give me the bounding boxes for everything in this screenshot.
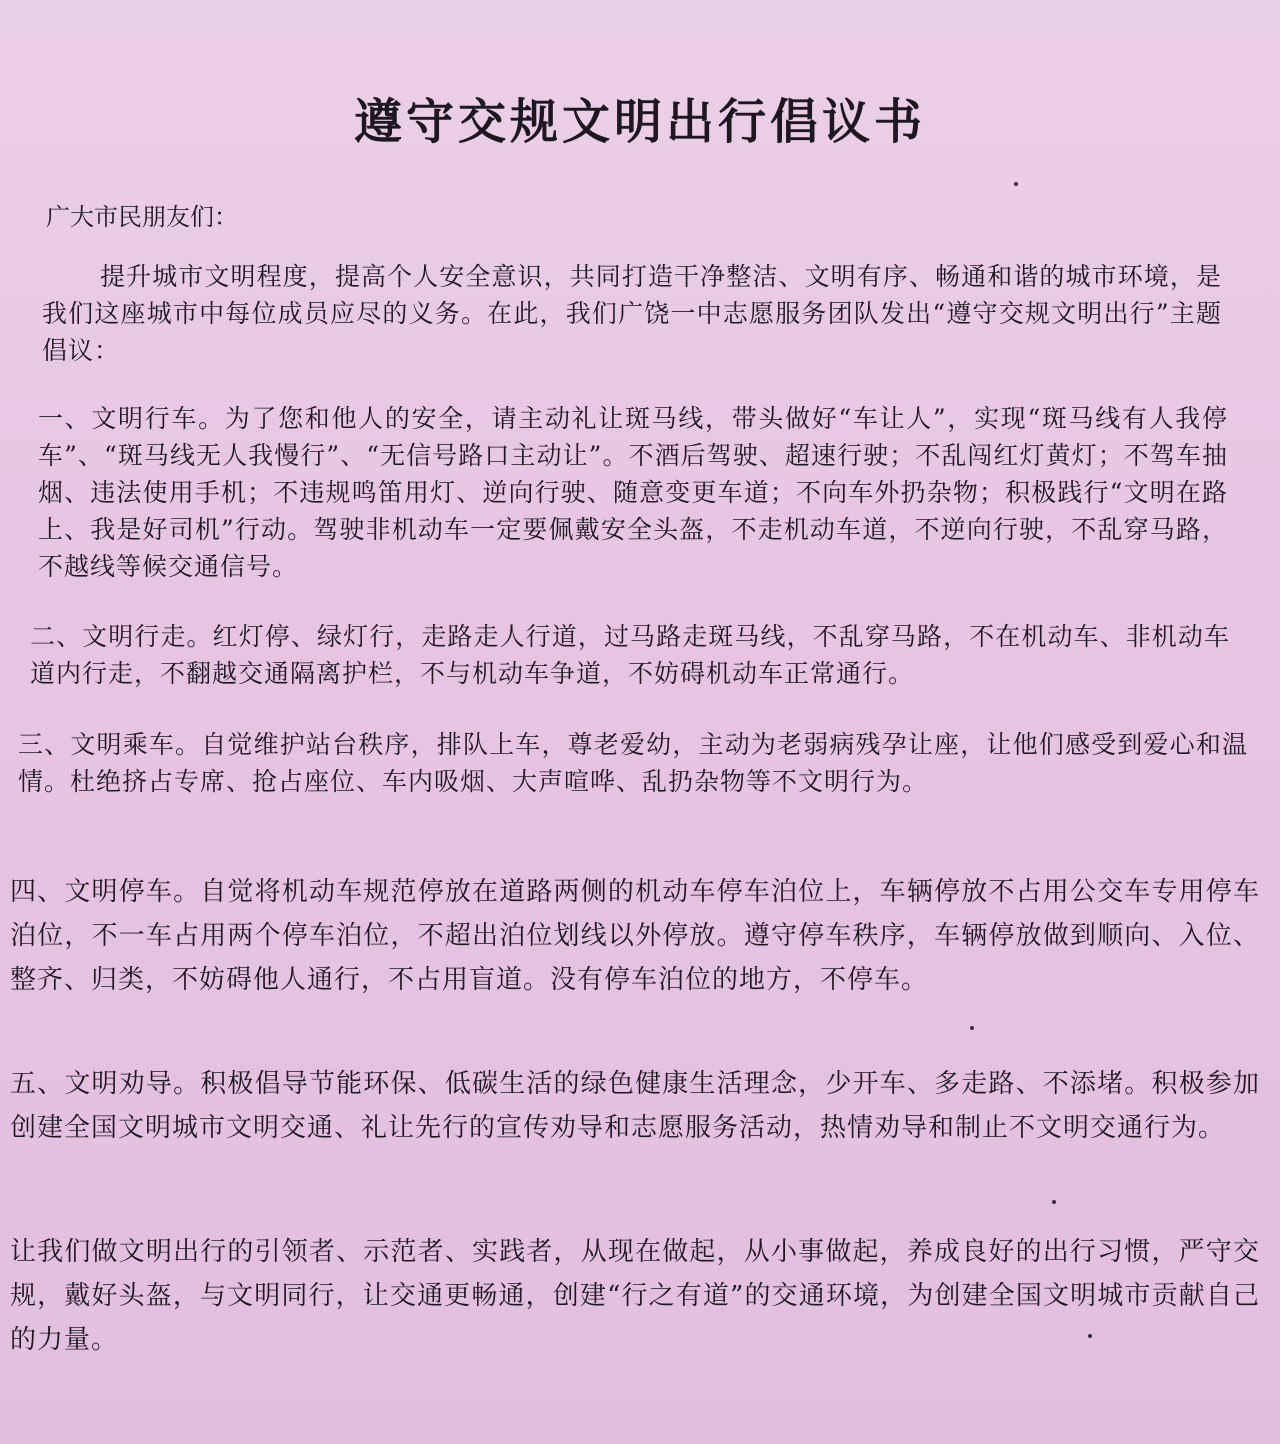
section-civilized-persuasion: 五、文明劝导。积极倡导节能环保、低碳生活的绿色健康生活理念，少开车、多走路、不添堵。积极参加创建全国文明城市文明交通、礼让先行的宣传劝导和志愿服务活动，热情劝导和制止不文明交通行为。 <box>10 1069 1260 1143</box>
greeting: 广大市民朋友们： <box>46 203 238 231</box>
document-title: 遵守交规文明出行倡议书 <box>353 94 926 150</box>
intro-paragraph: 提升城市文明程度，提高个人安全意识，共同打造干净整洁、文明有序、畅通和谐的城市环境，是我们这座城市中每位成员应尽的义务。在此，我们广饶一中志愿服务团队发出“遵守交规文明出行”主题倡议： <box>42 262 1222 365</box>
section-civilized-walking: 二、文明行走。红灯停、绿灯行，走路走人行道，过马路走斑马线，不乱穿马路，不在机动车、非机动车道内行走，不翻越交通隔离护栏，不与机动车争道，不妨碍机动车正常通行。 <box>30 622 1230 688</box>
speck <box>1014 182 1018 186</box>
speck <box>1088 1334 1092 1338</box>
speck <box>970 1026 974 1030</box>
closing-paragraph: 让我们做文明出行的引领者、示范者、实践者，从现在做起，从小事做起，养成良好的出行习惯，严守交规，戴好头盔，与文明同行，让交通更畅通，创建“行之有道”的交通环境，为创建全国文明城市贡献自己的力量。 <box>10 1237 1260 1355</box>
section-civilized-driving: 一、文明行车。为了您和他人的安全，请主动礼让斑马线，带头做好“车让人”，实现“斑马线有人我停车”、“斑马线无人我慢行”、“无信号路口主动让”。不酒后驾驶、超速行驶；不乱闯红灯黄灯；不驾车抽烟、违法使用手机；不违规鸣笛用灯、逆向行驶、随意变更车道；不向车外扔杂物；积极践行“文明在路上、我是好司机”行动。驾驶非机动车一定要佩戴安全头盔，不走机动车道，不逆向行驶，不乱穿马路，不越线等候交通信号。 <box>38 404 1228 581</box>
section-civilized-riding: 三、文明乘车。自觉维护站台秩序，排队上车，尊老爱幼，主动为老弱病残孕让座，让他们感受到爱心和温情。杜绝挤占专席、抢占座位、车内吸烟、大声喧哗、乱扔杂物等不文明行为。 <box>18 730 1248 796</box>
speck <box>1052 1200 1056 1204</box>
section-civilized-parking: 四、文明停车。自觉将机动车规范停放在道路两侧的机动车停车泊位上，车辆停放不占用公交车专用停车泊位，不一车占用两个停车泊位，不超出泊位划线以外停放。遵守停车秩序，车辆停放做到顺向、入位、整齐、归类，不妨碍他人通行，不占用盲道。没有停车泊位的地方，不停车。 <box>10 877 1260 995</box>
